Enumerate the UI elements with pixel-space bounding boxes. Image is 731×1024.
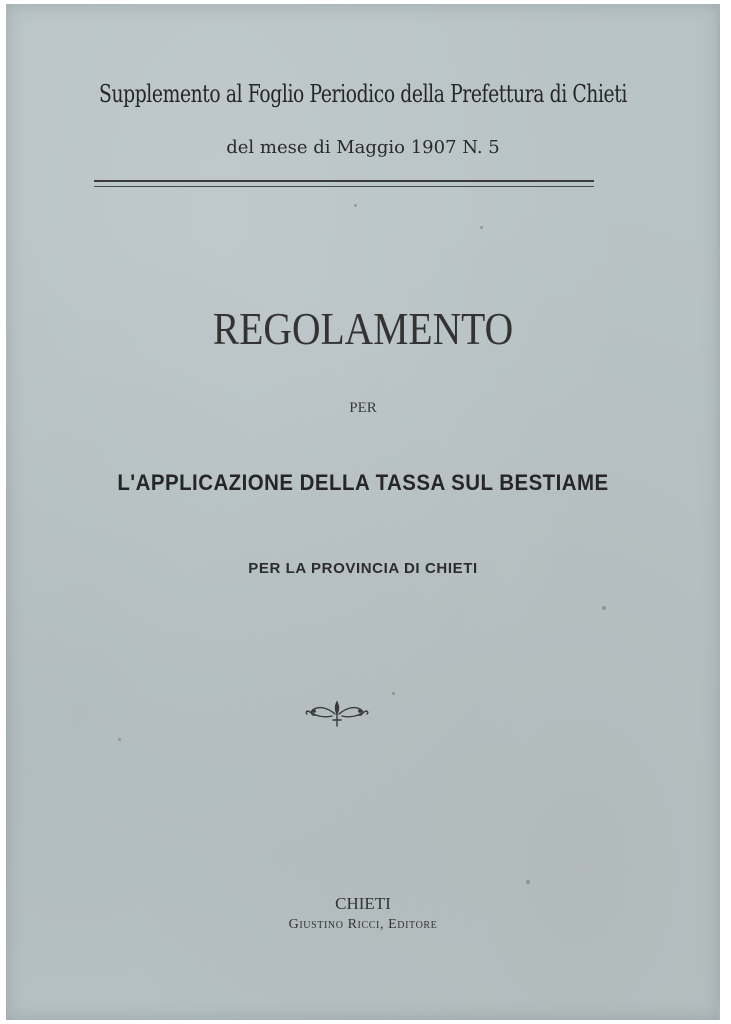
paper-speck xyxy=(480,226,483,229)
document-subject: L'APPLICAZIONE DELLA TASSA SUL BESTIAME xyxy=(117,470,609,495)
double-rule-divider xyxy=(94,180,594,187)
imprint-publisher: Giustino Ricci, Editore xyxy=(288,917,438,932)
province-line: PER LA PROVINCIA DI CHIETI xyxy=(248,560,478,577)
document-cover xyxy=(6,4,720,1020)
document-title: REGOLAMENTO xyxy=(212,303,514,354)
fleuron-icon xyxy=(302,696,372,730)
imprint-city: CHIETI xyxy=(335,894,391,913)
issue-line: del mese di Maggio 1907 N. 5 xyxy=(226,137,500,158)
supplement-heading: Supplemento al Foglio Periodico della Prefettura di Chieti xyxy=(99,80,627,108)
paper-speck xyxy=(526,880,530,884)
per-connector: PER xyxy=(349,400,377,416)
paper-speck xyxy=(118,738,121,741)
paper-speck xyxy=(354,204,357,207)
paper-speck xyxy=(392,692,395,695)
paper-speck xyxy=(602,606,606,610)
